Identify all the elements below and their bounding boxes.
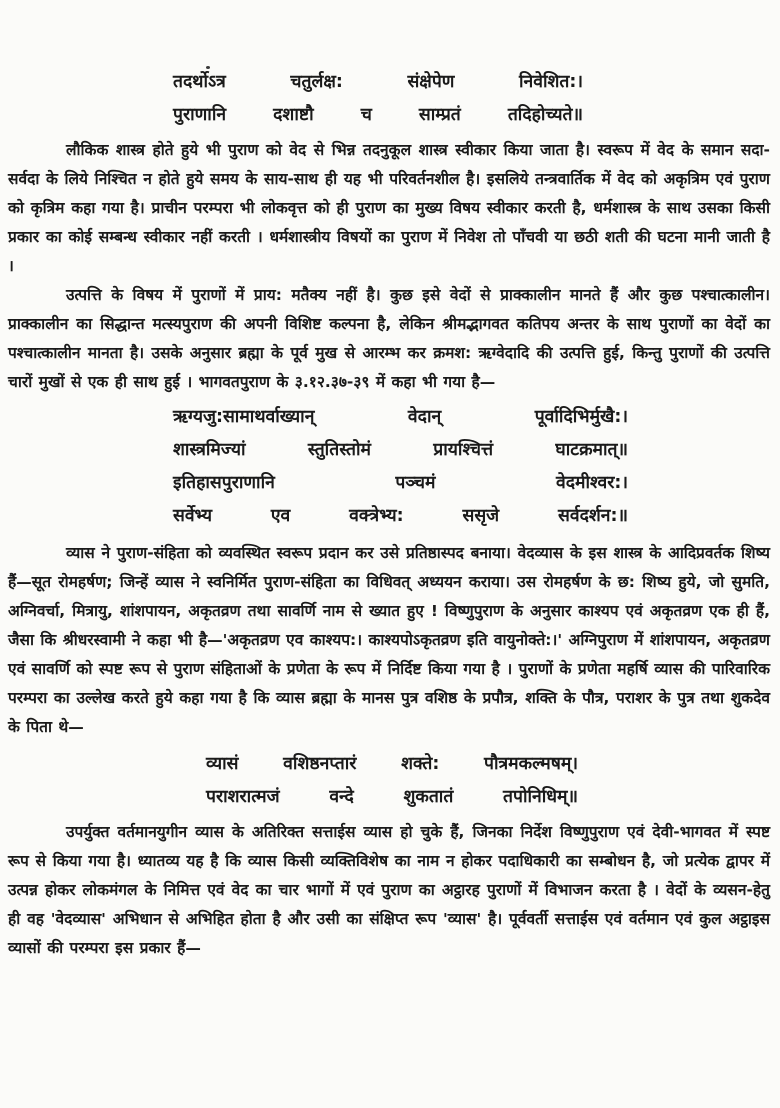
verse-line: पुराणानि दशाष्टौ च साम्प्रतं तदिहोच्यते॥ [173,105,583,125]
verse-line: ऋग्यजु:सामाथर्वाख्यान् वेदान् पूर्वादिभिर्मुखै:। [173,407,628,427]
verse-line: शास्त्रमिज्यां स्तुतिस्तोमं प्रायश्चित्तं घाटक्रमात्॥ [173,440,628,460]
verse-line: इतिहासपुराणानि पञ्चमं वेदमीश्वर:। [173,473,628,493]
body-paragraph-attais-vyas: उपर्युक्त वर्तमानयुगीन व्यास के अतिरिक्त सत्ताईस व्यास हो चुके हैं, जिनका निर्देश विष्णुपुराण एवं देवी-भागवत में स्पष्ट रूप से किया गया है। ध्यातव्य यह है कि व्यास किसी व्यक्तिविशेष का नाम न होकर पदाधिकारी का सम्बोधन है, जो प्रत्येक द्वापर में उत्पन्न होकर लोकमंगल के निमित्त एवं वेद का चार भागों में एवं पुराण का अट्ठारह पुराणों में विभाजन करता है । वेदों के व्यसन-हेतु ही वह 'वेदव्यास' अभिधान से अभिहित होता है और उसी का संक्षिप्त रूप 'व्यास' है। पूर्ववर्ती सत्ताईस एवं वर्तमान एवं कुल अट्ठाइस व्यासों की परम्परा इस प्रकार हैं— [8,823,770,957]
body-paragraph-laukik-shastra: लौकिक शास्त्र होते हुये भी पुराण को वेद से भिन्न तदनुकूल शास्त्र स्वीकार किया जाता है। स्वरूप में वेद के समान सदा-सर्वदा के लिये निश्चित न होते हुये समय के साय-साथ ही यह भी परिवर्तनशील है। इसलिये तन्त्रवार्तिक में वेद को अकृत्रिम एवं पुराण को कृत्रिम कहा गया है। प्राचीन परम्परा भी लोकवृत्त को ही पुराण का मुख्य विषय स्वीकार करती है, धर्मशास्त्र के साथ उसका किसी प्रकार का कोई सम्बन्ध स्वीकार नहीं करती । धर्मशास्त्रीय विषयों का पुराण में निवेश तो पाँचवी या छठी शती की घटना मानी जाती है । [8,141,770,275]
body-paragraph-utpatti-vishay: उत्पत्ति के विषय में पुराणों में प्राय: मतैक्य नहीं है। कुछ इसे वेदों से प्राक्कालीन मानते हैं और कुछ पश्चात्कालीन। प्राक्कालीन का सिद्धान्त मत्स्यपुराण की अपनी विशिष्ट कल्पना है, लेकिन श्रीमद्भागवत कतिपय अन्तर के साथ पुराणों का वेदों का पश्चात्कालीन मानता है। उसके अनुसार ब्रह्मा के पूर्व मुख से आरम्भ कर क्रमश: ऋग्वेदादि की उत्पत्ति हुई, किन्तु पुराणों की उत्पत्ति चारों मुखों से एक ही साथ हुई । भागवतपुराण के ३.१२.३७-३९ में कहा भी गया है— [8,286,770,391]
verse-line: व्यासं वशिष्ठनप्तारं शक्ते: पौत्रमकल्मषम्। [206,754,578,774]
ink-speck-artifact [206,66,210,69]
verse-line: तदर्थोऽत्र चतुर्लक्ष: संक्षेपेण निवेशित:। [173,72,583,92]
verse-block-matsya-purana [8,66,770,132]
verse-block-vyasa-vandana [8,748,770,814]
verse-line: पराशरात्मजं वन्दे शुकतातं तपोनिधिम्॥ [206,787,578,807]
body-paragraph-vyasa-purana-samhita: व्यास ने पुराण-संहिता को व्यवस्थित स्वरूप प्रदान कर उसे प्रतिष्ठास्पद बनाया। वेदव्यास के इस शास्त्र के आदिप्रवर्तक शिष्य हैं—सूत रोमहर्षण; जिन्हें व्यास ने स्वनिर्मित पुराण-संहिता का विधिवत् अध्ययन कराया। उस रोमहर्षण के छ: शिष्य हुये, जो सुमति, अग्निवर्चा, मित्रायु, शांशपायन, अकृतव्रण तथा सावर्णि नाम से ख्यात हुए ! विष्णुपुराण के अनुसार काश्यप एवं अकृतव्रण एक ही हैं, जैसा कि श्रीधरस्वामी ने कहा भी है—'अकृतव्रण एव काश्यप:। काश्यपोऽकृतव्रण इति वायुनोक्ते:।' अग्निपुराण में शांशपायन, अकृतव्रण एवं सावर्णि को स्पष्ट रूप से पुराण संहिताओं के प्रणेता के रूप में निर्दिष्ट किया गया है । पुराणों के प्रणेता महर्षि व्यास की पारिवारिक परम्परा का उल्लेख करते हुये कहा गया है कि व्यास ब्रह्मा के मानस पुत्र वशिष्ठ के प्रपौत्र, शक्ति के पौत्र, पराशर के पुत्र तथा शुकदेव के पिता थे— [8,544,770,736]
verse-block-bhagavata-3-12-37-39 [8,401,770,533]
verse-line: सर्वेभ्य एव वक्त्रेभ्य: ससृजे सर्वदर्शन:॥ [173,506,628,526]
